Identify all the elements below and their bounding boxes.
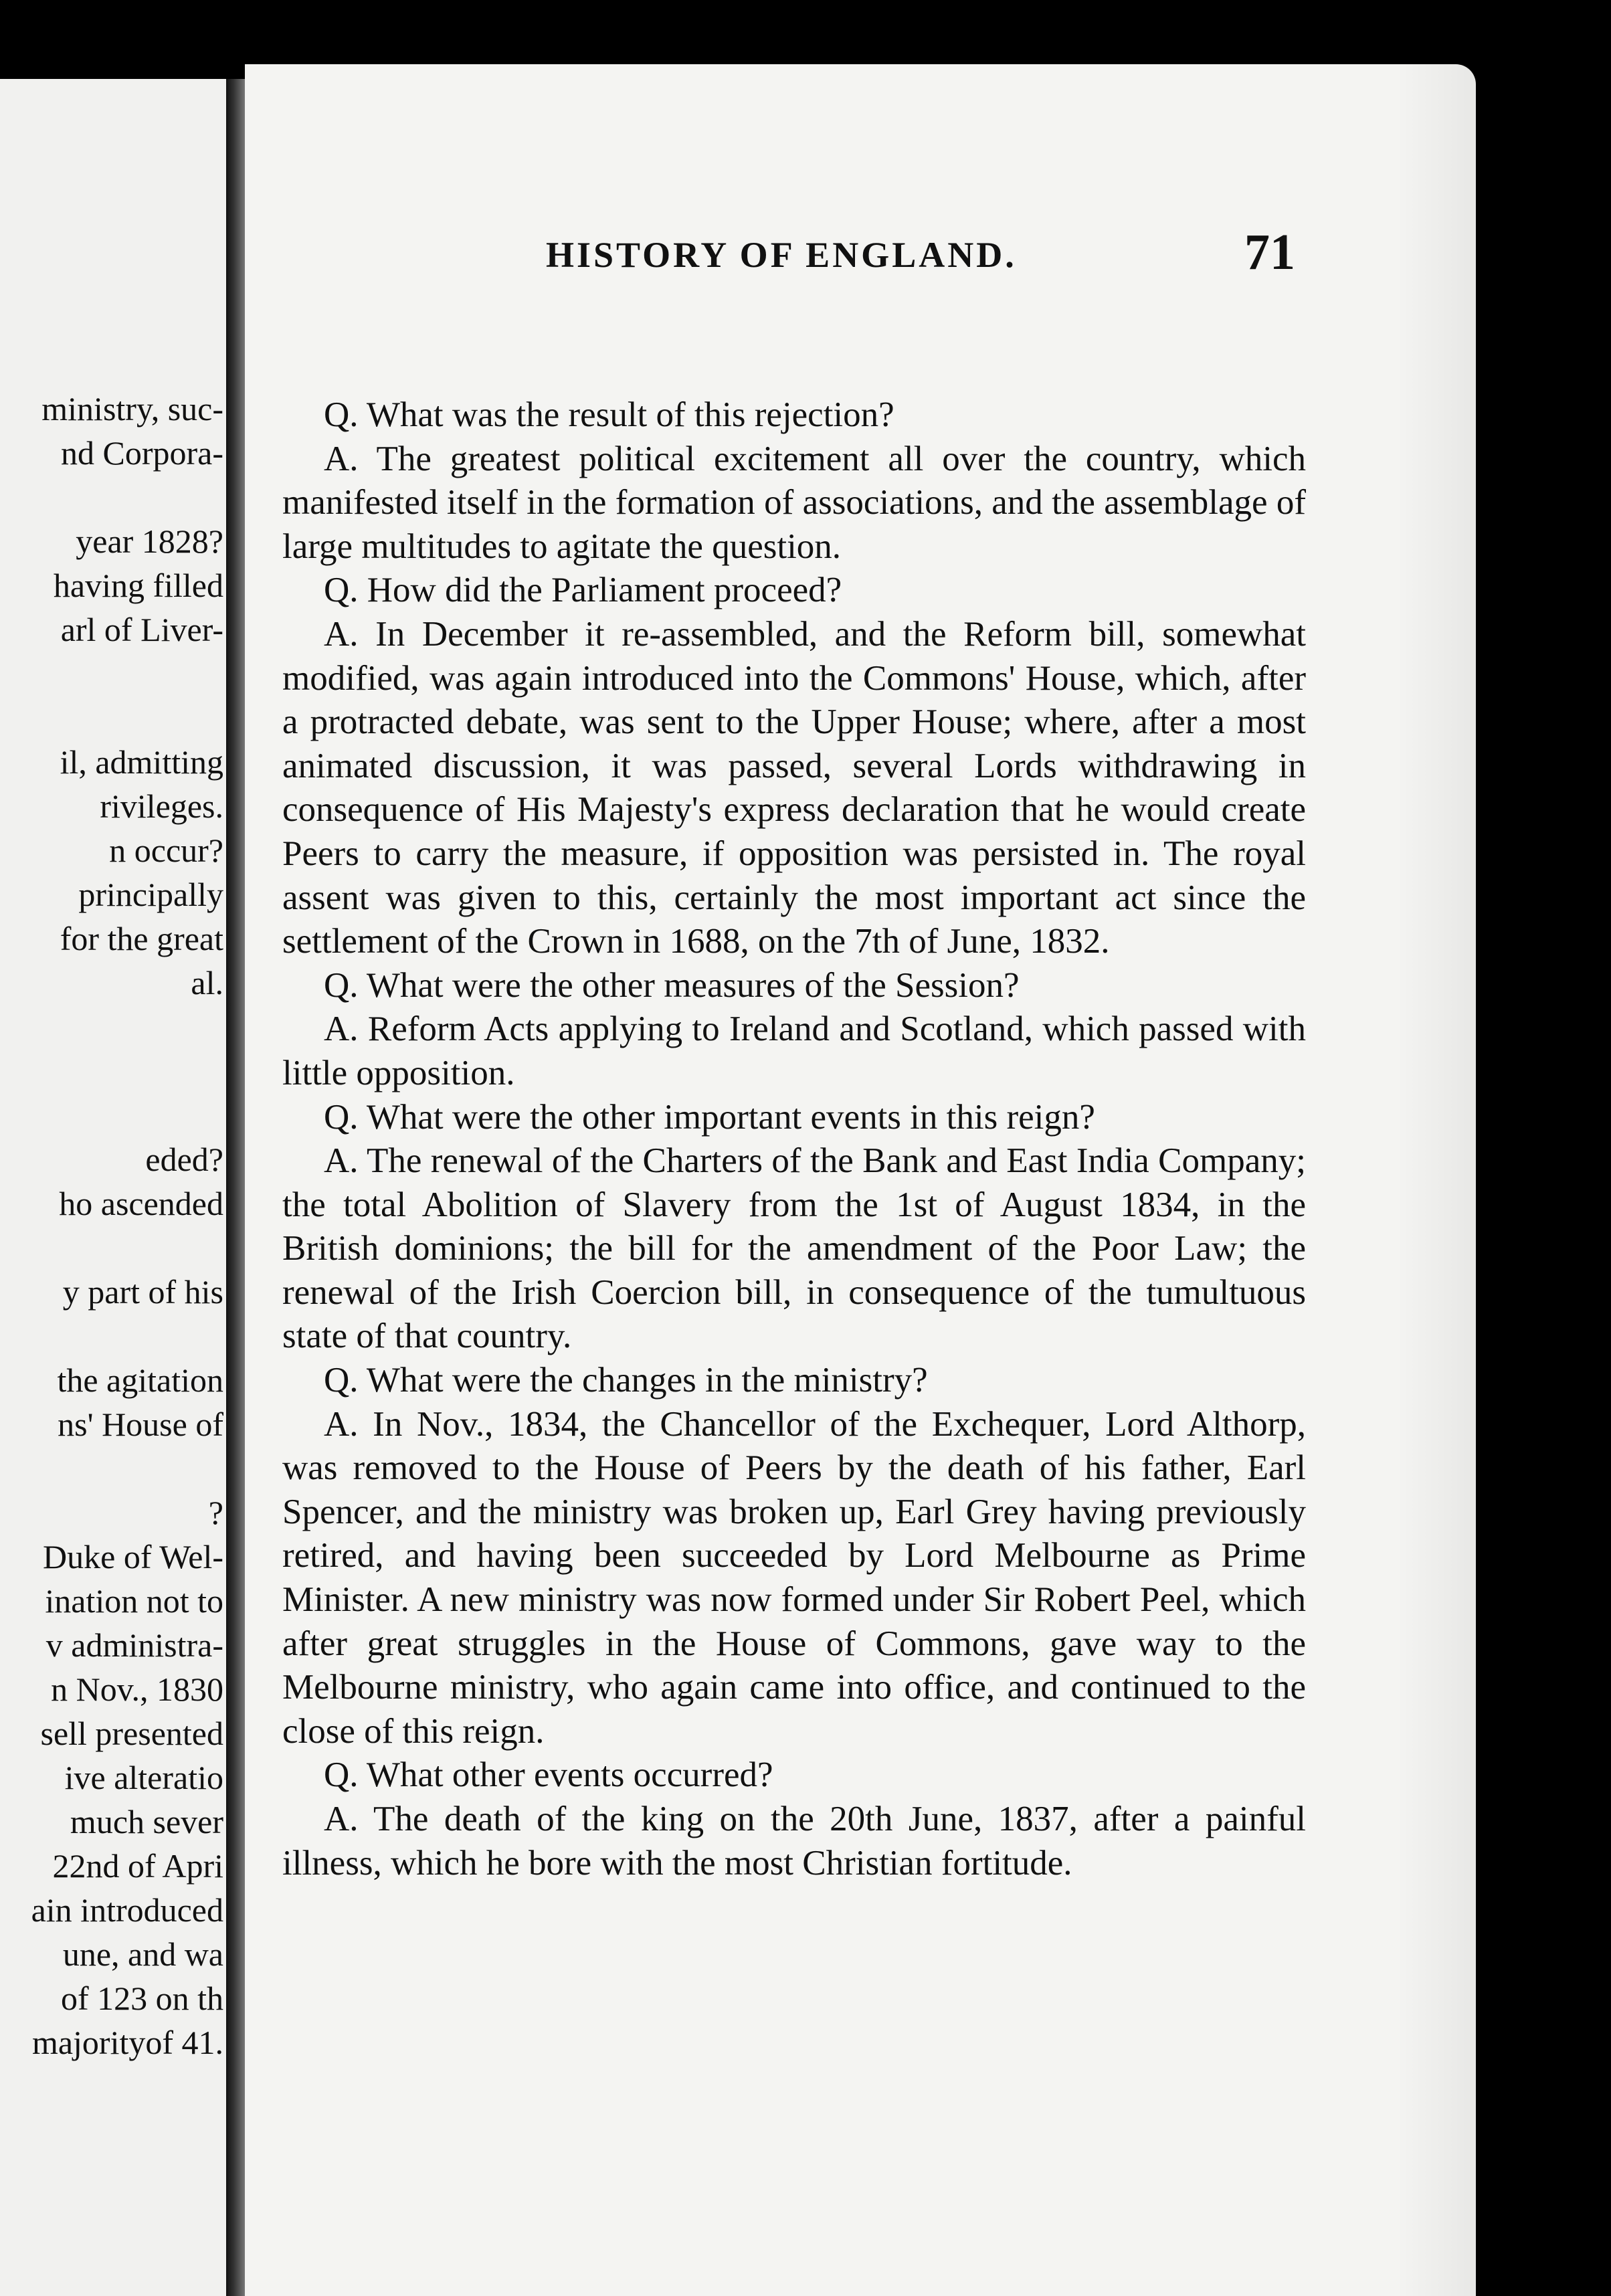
- left-page-line: principally: [78, 876, 223, 913]
- answer-paragraph: A. In December it re-assembled, and the Reform bill, somewhat modified, was again introduced into the Commons' House, which, after a protracted debate, was sent to the Upper House; where, after a most animated discussion, it was passed, several Lords withdrawing in consequence of His Majesty's express declaration that he would create Peers to carry the measure, if opposition was persisted in. The royal assent was given to this, certainly the most important act since the settlement of the Crown in 1688, on the 7th of June, 1832.: [282, 614, 1306, 961]
- left-page-line: il, admitting: [60, 743, 223, 781]
- left-page-line: 22nd of Apri: [52, 1847, 223, 1885]
- left-page-line: year 1828?: [76, 522, 223, 560]
- left-page-line: the agitation: [57, 1361, 223, 1399]
- answer-paragraph: A. The renewal of the Charters of the Bank and East India Company; the total Abolition of Slavery from the 1st of August 1834, in the British dominions; the bill for the amendment of the Poor Law; the renewal of the Irish Coercion bill, in consequence of the tumultuous state of that country.: [282, 1141, 1306, 1356]
- left-page-line: y part of his: [62, 1273, 223, 1311]
- running-title: HISTORY OF ENGLAND.: [546, 235, 1017, 275]
- left-page-fragment: [0, 79, 226, 2296]
- left-page-line: for the great: [60, 920, 223, 957]
- left-page-line: Duke of Wel-: [43, 1538, 223, 1575]
- answer-paragraph: A. The greatest political excitement all over the country, which manifested itself in the formation of associations, and the assemblage of large multitudes to agitate the question.: [282, 439, 1306, 566]
- question-paragraph: Q. What was the result of this rejection?: [324, 395, 894, 434]
- left-page-line: ain introduced: [31, 1891, 223, 1929]
- running-head: [294, 221, 1298, 294]
- left-page-line: n Nov., 1830: [51, 1670, 223, 1708]
- question-paragraph: Q. How did the Parliament proceed?: [324, 571, 842, 610]
- question-paragraph: Q. What other events occurred?: [324, 1755, 773, 1795]
- left-page-line: majorityof 41.: [31, 2024, 223, 2061]
- left-page-line: n occur?: [109, 832, 223, 869]
- left-page-line: sell presented: [40, 1715, 223, 1752]
- left-page-line: ns' House of: [58, 1406, 223, 1443]
- left-page-line: al.: [191, 964, 223, 1001]
- page-edge-shade: [1396, 64, 1476, 2296]
- page-number: 71: [1244, 224, 1295, 280]
- left-page-line: ive alteratio: [64, 1759, 223, 1796]
- question-paragraph: Q. What were the other measures of the Session?: [324, 965, 1020, 1005]
- body-text: [282, 393, 1306, 1885]
- left-page-line: rivileges.: [100, 787, 223, 825]
- question-paragraph: Q. What were the changes in the ministry?: [324, 1361, 928, 1400]
- left-page-line: ination not to: [45, 1582, 223, 1620]
- left-page-line: eded?: [145, 1141, 223, 1178]
- left-page-line: v administra-: [45, 1626, 223, 1664]
- left-page-line: of 123 on th: [60, 1980, 223, 2017]
- left-page-line: ho ascended: [59, 1185, 223, 1222]
- left-page-line: ministry, suc-: [41, 390, 223, 427]
- question-paragraph: Q. What were the other important events in this reign?: [324, 1097, 1095, 1137]
- answer-paragraph: A. In Nov., 1834, the Chancellor of the Exchequer, Lord Althorp, was removed to the House of Peers by the death of his father, Earl Spencer, and the ministry was broken up, Earl Grey having previously retired, and having been succeeded by Lord Melbourne as Prime Minister. A new ministry was now formed under Sir Robert Peel, which after great struggles in the House of Commons, gave way to the Melbourne ministry, who again came into office, and continued to the close of this reign.: [282, 1404, 1306, 1751]
- answer-paragraph: A. The death of the king on the 20th June, 1837, after a painful illness, which he bore with the most Christian fortitude.: [282, 1800, 1306, 1883]
- answer-paragraph: A. Reform Acts applying to Ireland and Scotland, which passed with little opposition.: [282, 1010, 1306, 1092]
- left-page-line: une, and wa: [62, 1935, 223, 1973]
- left-page-line: ?: [208, 1494, 223, 1531]
- left-page-line: much sever: [70, 1803, 223, 1840]
- book-gutter: [226, 79, 245, 2296]
- left-page-line: arl of Liver-: [60, 611, 223, 648]
- left-page-line: having filled: [53, 567, 223, 604]
- left-page-line: nd Corpora-: [61, 434, 223, 472]
